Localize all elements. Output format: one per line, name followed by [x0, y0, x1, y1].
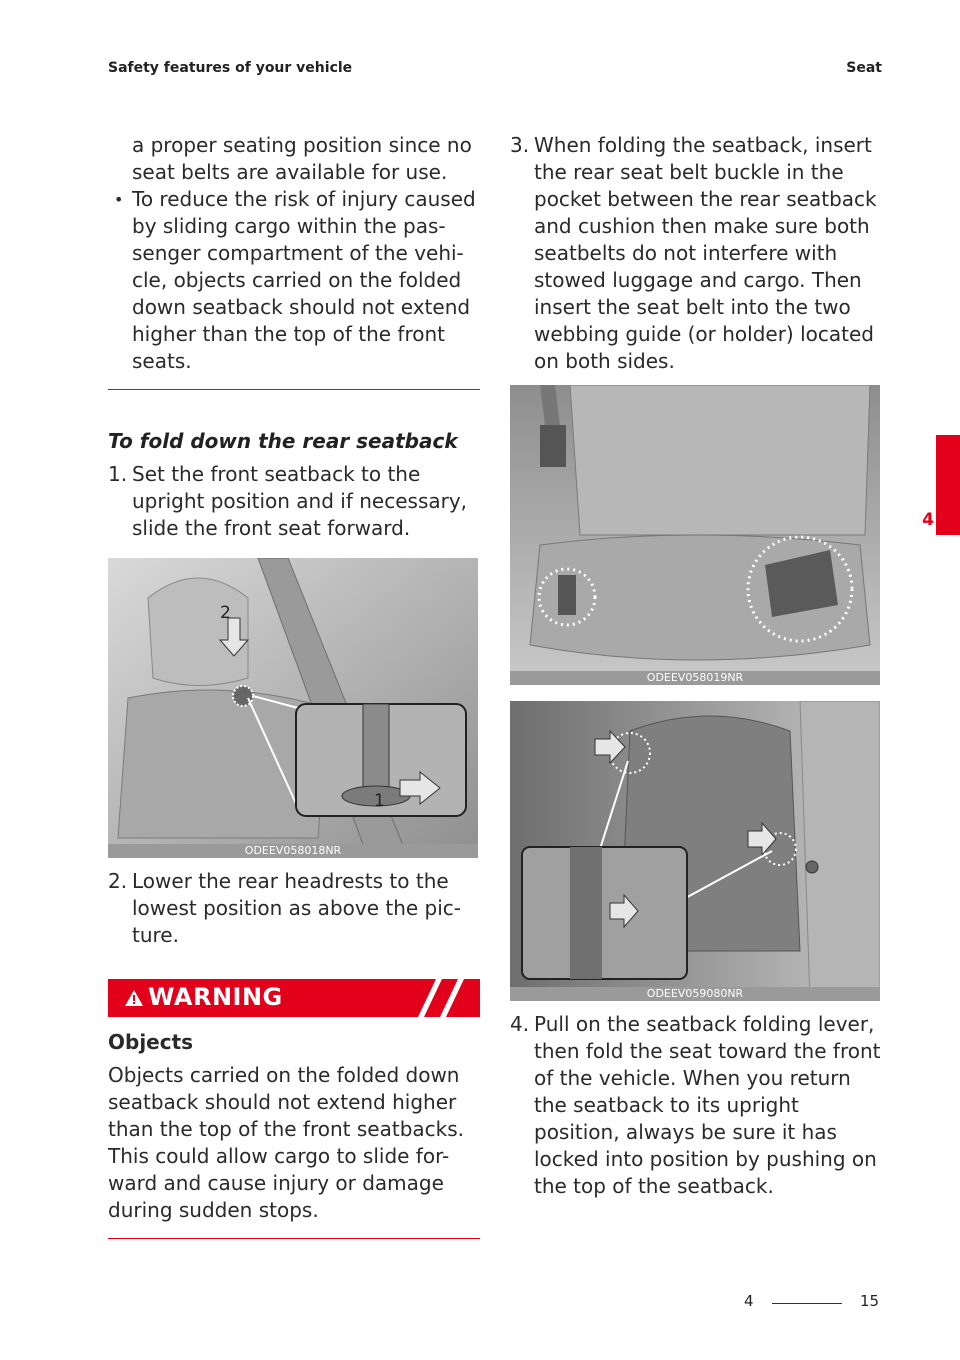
- figure-caption: ODEEV058019NR: [510, 671, 880, 685]
- running-header-topic: Seat: [846, 60, 882, 76]
- running-header-section: Safety features of your vehicle: [108, 60, 353, 76]
- footer-page-number: 15: [860, 1292, 880, 1310]
- bullet-item: • To reduce the risk of injury caused by sliding cargo within the pas-senger compartment of the vehi-cle, objects carried on the folded down seatback should not extend higher than the top of the front seats.: [108, 186, 480, 375]
- figure-front-seat: [108, 558, 478, 858]
- step-4: [510, 1011, 882, 1200]
- section-divider: [108, 389, 480, 390]
- step-3: [510, 132, 882, 375]
- step-number: 2.: [108, 869, 128, 893]
- callout-2: 2: [220, 603, 231, 623]
- seat-buckle-illustration: [510, 385, 880, 685]
- footer-chapter-number: 4: [744, 1292, 754, 1310]
- step-1: [108, 461, 480, 542]
- figure-caption: ODEEV059080NR: [510, 987, 880, 1001]
- front-seat-illustration: [108, 558, 478, 858]
- figure-webbing-guide: [510, 701, 880, 1001]
- step-text: When folding the seatback, insert the rear seat belt buckle in the pocket between the rear seatback and cushion then make sure both seatbelts do not interfere with stowed luggage and cargo. Then insert the seat belt into the two webbing guide (or holder) located on both sides.: [534, 133, 877, 373]
- warning-label: WARNING: [148, 983, 283, 1011]
- warning-text: Objects carried on the folded down seatback should not extend higher than the top of the front seatbacks. This could allow cargo to slide for-ward and cause injury or damage during sudden stops.: [108, 1063, 464, 1222]
- callout-1: 1: [374, 791, 385, 811]
- subheading: To fold down the rear seatback: [108, 429, 458, 453]
- step-text: Set the front seatback to the upright position and if necessary, slide the front seat forward.: [132, 462, 468, 540]
- chapter-tab: [936, 435, 960, 535]
- figure-seat-buckles: [510, 385, 880, 685]
- step-number: 1.: [108, 462, 128, 486]
- figure-caption: ODEEV058018NR: [108, 844, 478, 858]
- continued-paragraph: a proper seating position since no seat belts are available for use.: [132, 133, 472, 184]
- step-number: 3.: [510, 133, 530, 157]
- right-column: [510, 132, 882, 1200]
- webbing-guide-illustration: [510, 701, 880, 1001]
- step-text: Lower the rear headrests to the lowest position as above the pic-ture.: [132, 869, 462, 947]
- warning-end-divider: [108, 1238, 480, 1239]
- warning-title: Objects: [108, 1030, 194, 1054]
- left-column: [108, 132, 480, 1239]
- warning-triangle-icon: [124, 989, 144, 1007]
- warning-stripes-icon: [414, 979, 474, 1017]
- warning-banner: [108, 979, 480, 1017]
- chapter-tab-number: 4: [922, 510, 934, 530]
- step-2: [108, 868, 480, 949]
- step-number: 4.: [510, 1012, 530, 1036]
- footer-rule: [772, 1303, 842, 1304]
- step-text: Pull on the seatback folding lever, then fold the seat toward the front of the vehicle. When you return the seatback to its upright position, always be sure it has locked into position by pushing on the top of the seatback.: [534, 1012, 881, 1198]
